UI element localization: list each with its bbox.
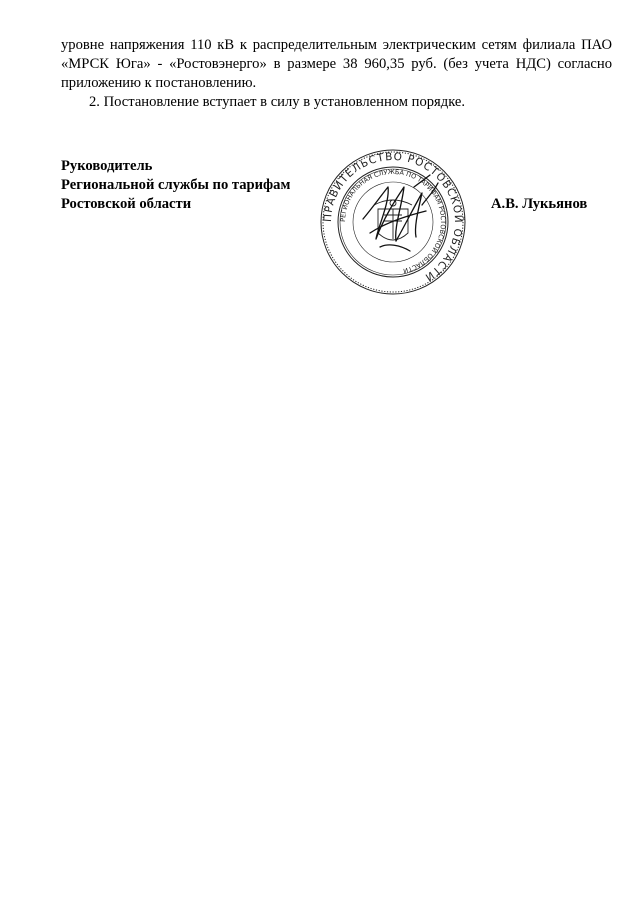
stamp-outer-text: ПРАВИТЕЛЬСТВО РОСТОВСКОЙ ОБЛАСТИ — [321, 150, 465, 284]
body-text — [61, 36, 612, 112]
paragraph-effective-date: 2. Постановление вступает в силу в установленном порядке. — [89, 94, 466, 110]
signer-position — [61, 157, 290, 214]
signer-position-line2: Региональной службы по тарифам — [61, 177, 291, 193]
signer-position-line3: Ростовской области — [61, 196, 192, 212]
paragraph-tariff-amount: уровне напряжения 110 кВ к распределительным электрическим сетям филиала ПАО «МРСК Юга» - «Ростовэнерго» в размере 38 960,35 руб. (без учета НДС) согласно приложению к постановлению. — [61, 37, 612, 91]
stamp-inner-text: РЕГИОНАЛЬНАЯ СЛУЖБА ПО ТАРИФАМ РОСТОВСКОЙ ОБЛАСТИ — [338, 167, 448, 275]
official-stamp-icon — [318, 147, 468, 297]
signer-position-line1: Руководитель — [61, 158, 153, 174]
signer-name: А.В. Лукьянов — [491, 196, 588, 212]
